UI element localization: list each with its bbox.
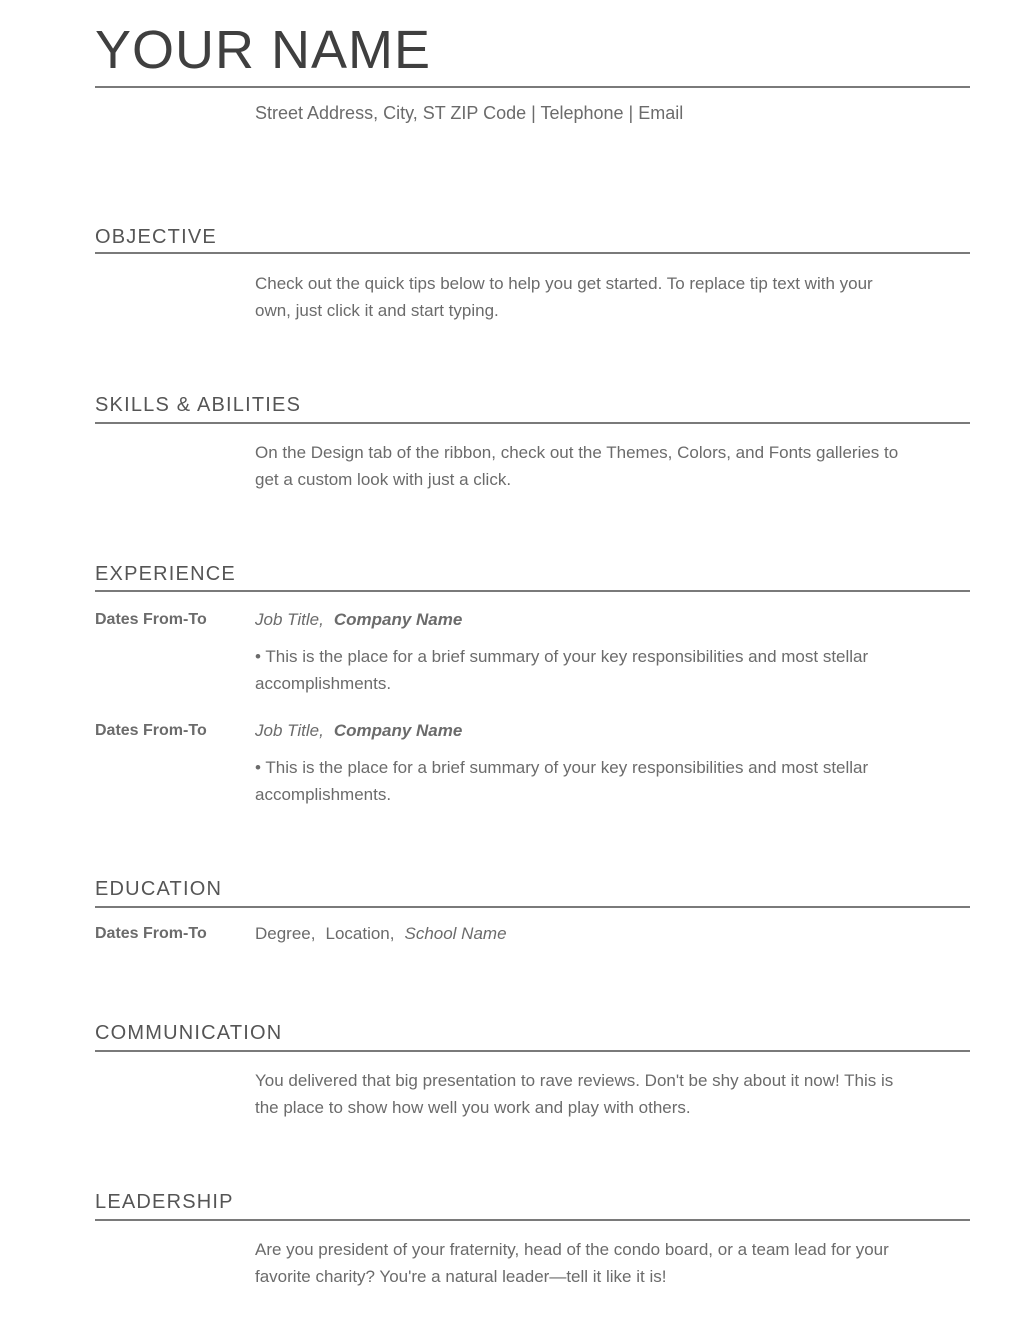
leadership-text[interactable]: Are you president of your fraternity, head of the condo board, or a team lead for your favorite charity? You're a natural leader—tell it like it is! — [255, 1240, 889, 1286]
skills-heading[interactable]: SKILLS & ABILITIES — [95, 394, 302, 416]
school-name: School Name — [404, 924, 507, 943]
objective-heading[interactable]: OBJECTIVE — [95, 226, 217, 248]
experience-1-job[interactable] — [255, 610, 462, 630]
skills-text[interactable]: On the Design tab of the ribbon, check out the Themes, Colors, and Fonts galleries to get a custom look with just a click. — [255, 443, 899, 489]
education-heading[interactable]: EDUCATION — [95, 878, 223, 900]
experience-2-job[interactable] — [255, 721, 462, 741]
education-dates[interactable]: Dates From-To — [95, 925, 207, 942]
degree: Degree, — [255, 924, 316, 943]
company-name: Company Name — [333, 610, 463, 629]
communication-heading[interactable]: COMMUNICATION — [95, 1022, 283, 1044]
contact-line[interactable]: Street Address, City, ST ZIP Code | Telephone | Email — [255, 103, 684, 123]
leadership-divider — [95, 1219, 970, 1221]
communication-divider — [95, 1050, 970, 1052]
experience-divider — [95, 590, 970, 592]
company-name: Company Name — [333, 721, 463, 740]
experience-1-summary[interactable]: • This is the place for a brief summary of your key responsibilities and most stellar accomplishments. — [255, 647, 869, 693]
education-divider — [95, 906, 970, 908]
skills-divider — [95, 422, 970, 424]
leadership-heading[interactable]: LEADERSHIP — [95, 1191, 234, 1213]
experience-1-dates[interactable]: Dates From-To — [95, 611, 207, 628]
education-line[interactable] — [255, 924, 507, 944]
experience-2-summary[interactable]: • This is the place for a brief summary of your key responsibilities and most stellar accomplishments. — [255, 758, 869, 804]
name-heading[interactable]: YOUR NAME — [95, 20, 432, 80]
objective-divider — [95, 252, 970, 254]
experience-2-dates[interactable]: Dates From-To — [95, 722, 207, 739]
name-divider — [95, 86, 970, 88]
objective-text[interactable]: Check out the quick tips below to help you get started. To replace tip text with your own, just click it and start typing. — [255, 274, 873, 320]
location: Location, — [325, 924, 395, 943]
experience-heading[interactable]: EXPERIENCE — [95, 563, 236, 585]
job-title: Job Title, — [255, 610, 324, 629]
job-title: Job Title, — [255, 721, 324, 740]
communication-text[interactable]: You delivered that big presentation to rave reviews. Don't be shy about it now! This is the place to show how well you work and play with others. — [255, 1071, 894, 1117]
